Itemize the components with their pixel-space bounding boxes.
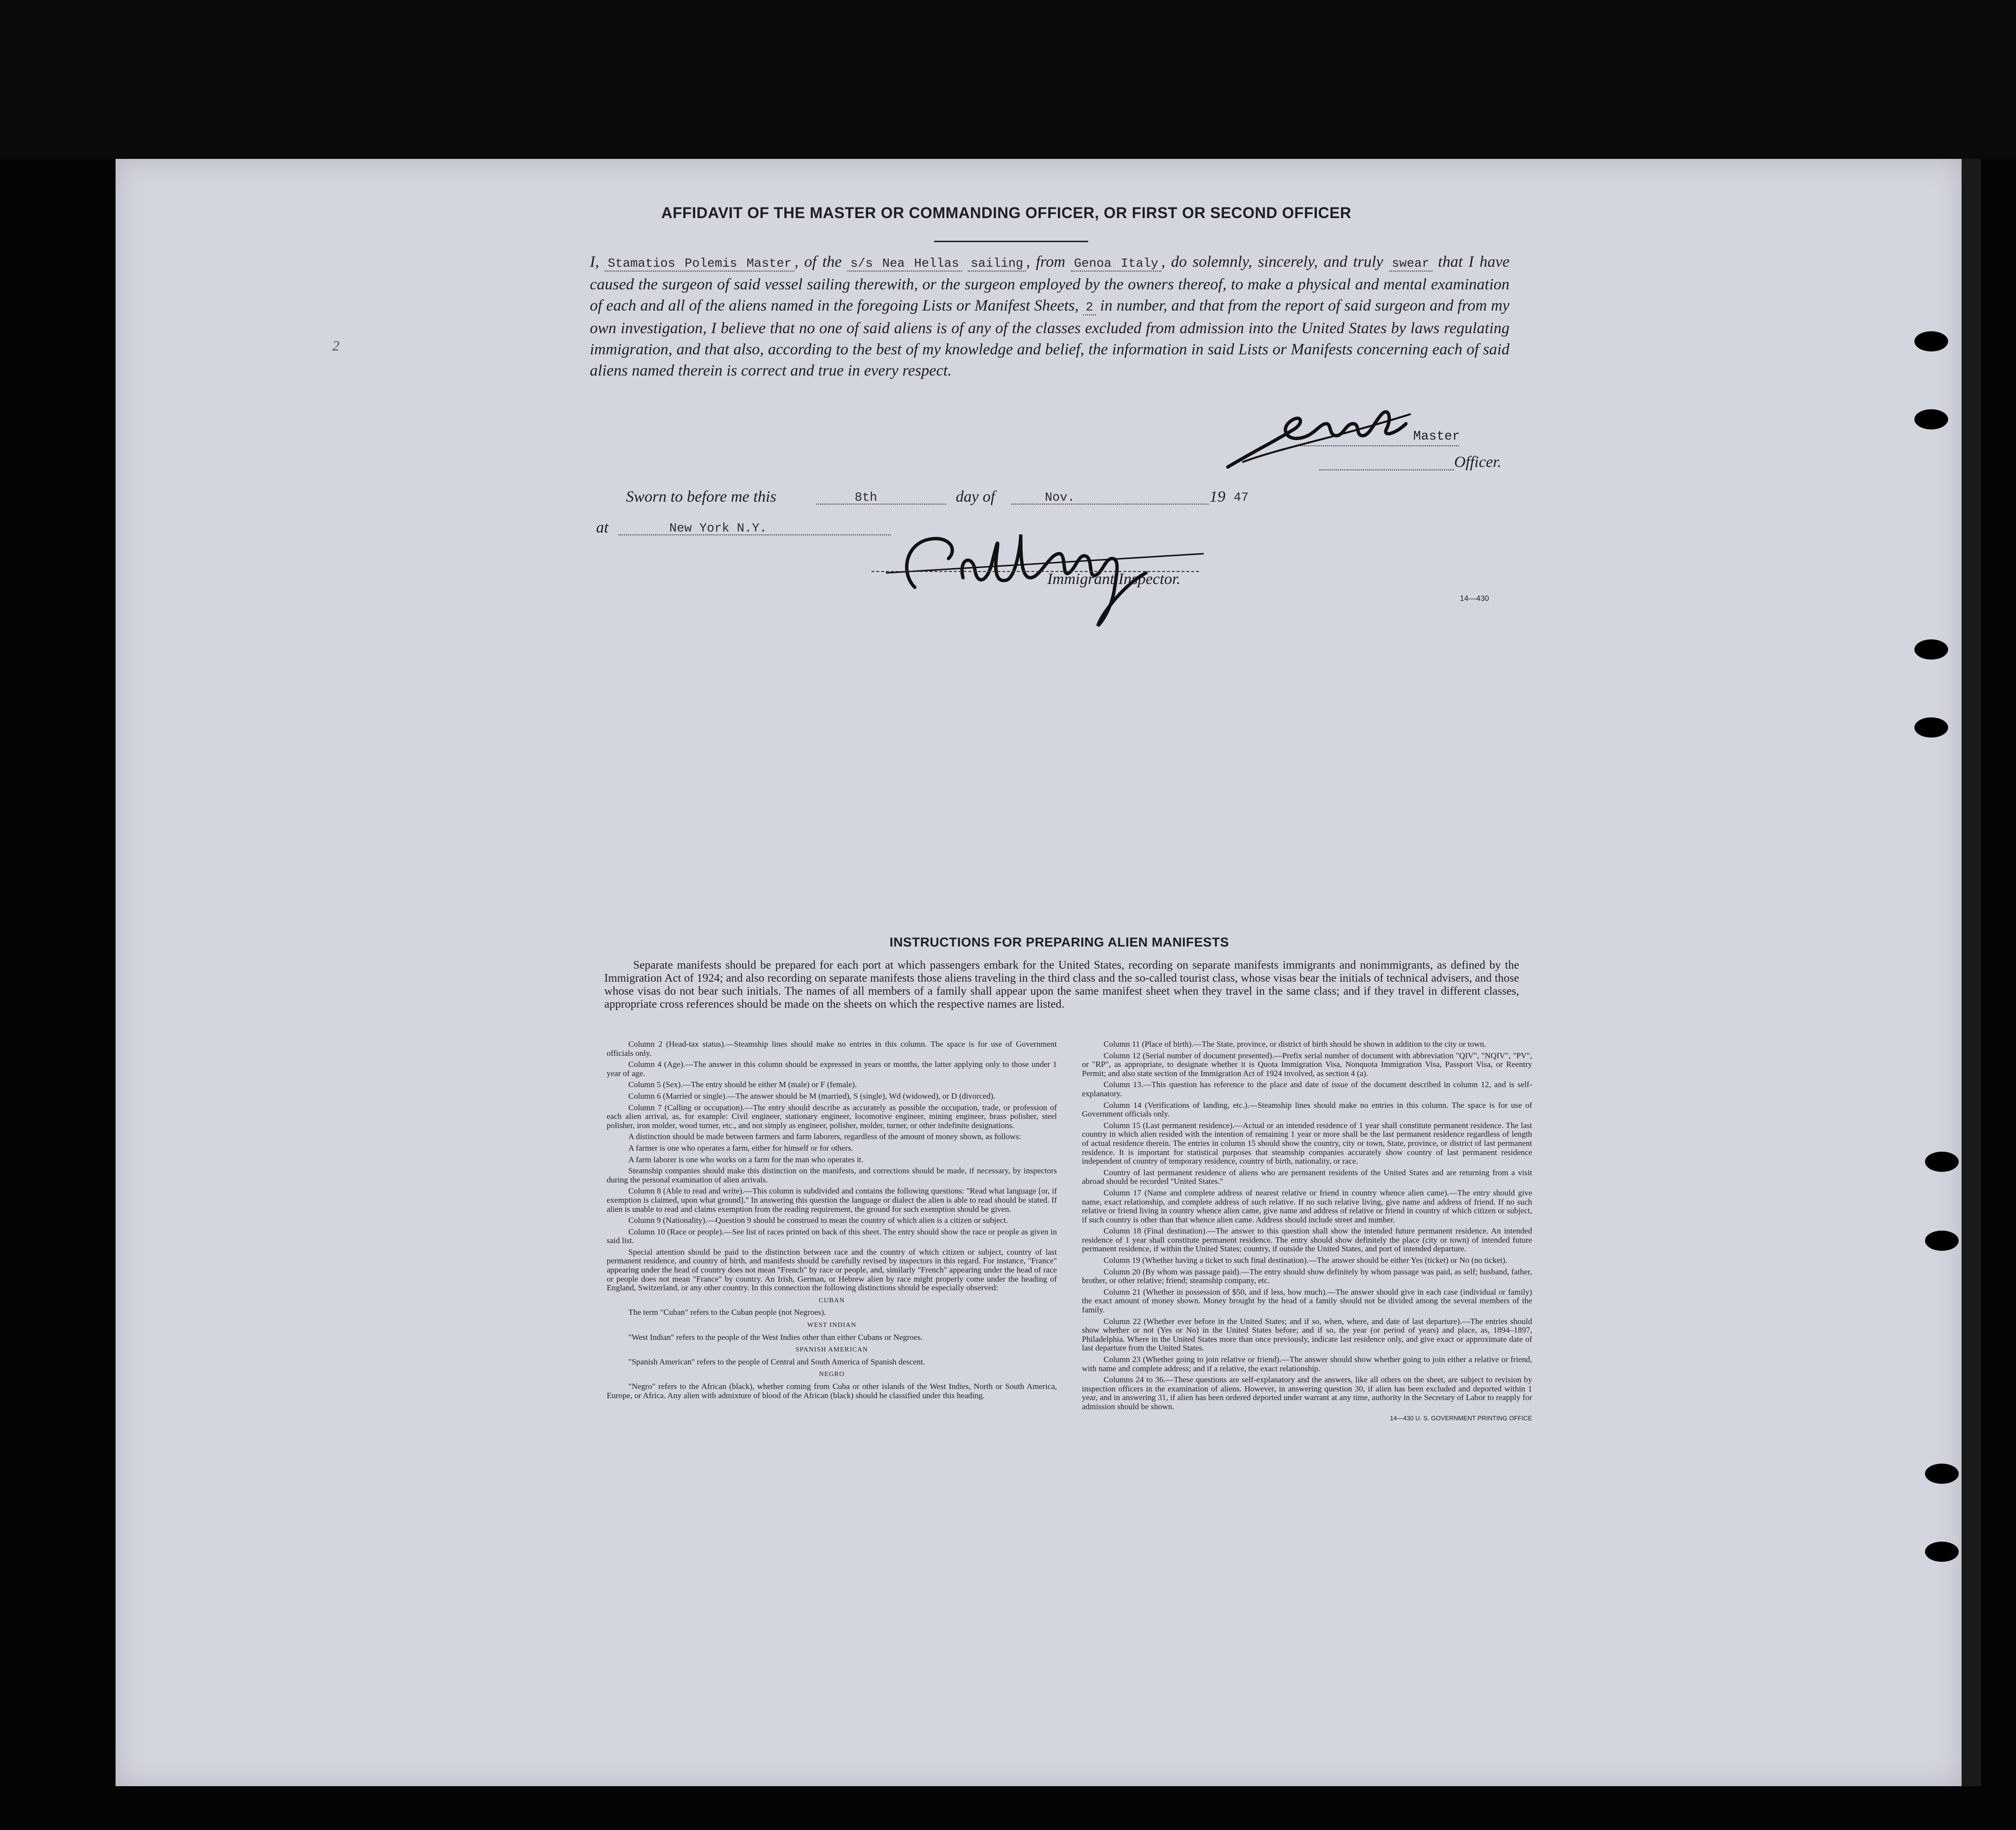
section-heading-west-indian: WEST INDIAN bbox=[807, 1322, 857, 1329]
section-heading-negro: NEGRO bbox=[819, 1371, 845, 1378]
master-signature bbox=[1223, 395, 1425, 477]
instruction-paragraph: A farm laborer is one who works on a farm for the man who operates it. bbox=[628, 1155, 864, 1164]
title-rule bbox=[934, 241, 1088, 242]
instruction-paragraph: Column 17 (Name and complete address of nearest relative or friend in country whence alien came).—The entry should give name, exact relationship, and complete address of such relative. If no such relative living, give name and address of friend. If no such relative or friend living in country whence alien came, give name and address of relative or friend in country of which citizen or subject, if such country is other than that whence alien came. Address should include street and number. bbox=[1082, 1188, 1532, 1224]
sheet-count-field: 2 bbox=[1083, 300, 1096, 315]
instruction-paragraph: Column 7 (Calling or occupation).—The entry should describe as accurately as possible the occupation, trade, or profession of each alien arrival, as, for example: Civil engineer, stationary engineer, locomotive engineer, mining engineer, brass polisher, steel polisher, iron molder, wood turner, etc., and not simply as engineer, polisher, molder, turner, or other indefinite designations. bbox=[607, 1103, 1057, 1130]
instruction-paragraph: "Spanish American" refers to the people of Central and South America of Spanish descent. bbox=[628, 1357, 925, 1366]
affidavit-text: in number, and that from the report of said surgeon and from my own investigation, I believe that no one of said aliens is of any of the classes excluded from admission into the United States by laws regulating immigration, and that also, according to the best of my knowledge and belief, the information in said Lists or Manifests concerning each of said aliens named therein is correct and true in every respect. bbox=[590, 297, 1509, 379]
sworn-label: Sworn to before me this bbox=[626, 488, 777, 506]
section-heading-spanish-american: SPANISH AMERICAN bbox=[795, 1346, 868, 1354]
instructions-left-column bbox=[607, 1040, 1057, 1402]
instruction-paragraph: Column 14 (Verifications of landing, etc.).—Steamship lines should make no entries in this column. The space is for use of Government officials only. bbox=[1082, 1100, 1532, 1119]
instruction-paragraph: Column 18 (Final destination).—The answer to this question shall show the intended future permanent residence. An intended residence of 1 year shall constitute permanent residence. The entry should show definitely the place (city or town) of intended future permanent residence, if within the United States; country, if outside the United States, and port of intended departure. bbox=[1082, 1226, 1532, 1254]
instruction-paragraph: Column 15 (Last permanent residence).—Actual or an intended residence of 1 year shall constitute permanent residence. The last country in which alien resided with the intention of remaining 1 year or more shall be the last permanent residence regardless of length of actual residence therein. The entries in column 15 should show the country, city or town, State, province, or district of last permanent residence. It is important for statistical purposes that steamship companies accurately show country of last permanent residence independent of country of temporary residence, country of birth, nationality, or race. bbox=[1082, 1120, 1532, 1166]
instruction-paragraph: A farmer is one who operates a farm, either for himself or for others. bbox=[628, 1143, 853, 1153]
instruction-paragraph: A distinction should be made between farmers and farm laborers, regardless of the amount of money shown, as follows: bbox=[628, 1132, 1021, 1142]
affidavit-text: , of the bbox=[794, 253, 842, 271]
instructions-title: INSTRUCTIONS FOR PREPARING ALIEN MANIFESTS bbox=[889, 935, 1229, 949]
year-prefix: 19 bbox=[1210, 488, 1225, 506]
officer-label: Officer. bbox=[1454, 454, 1502, 471]
vessel-field: s/s Nea Hellas bbox=[847, 256, 962, 272]
affidavit-text: I, bbox=[590, 253, 599, 271]
instruction-paragraph: Column 4 (Age).—The answer in this column should be expressed in years or months, the latter applying only to those under 1 year of age. bbox=[607, 1060, 1057, 1078]
master-label: Master bbox=[1413, 429, 1460, 444]
instruction-paragraph: Column 12 (Serial number of document presented).—Prefix serial number of document with abbreviation "QIV", "NQIV", "PV", or "RP", as appropriate, to designate whether it is Quota Immigration Visa, Nonquota Immigration Visa, Passport Visa, or Reentry Permit; and also state section of the Immigration Act of 1924 involved, as section 4 (a). bbox=[1082, 1051, 1532, 1078]
section-heading-cuban: CUBAN bbox=[819, 1297, 845, 1304]
month-line bbox=[1011, 504, 1209, 505]
instruction-paragraph: Column 8 (Able to read and write).—This column is subdivided and contains the following questions: "Read what language [or, if exemption is claimed, upon what ground]." In answering this question the language or dialect the alien is able to read should be stated. If alien is unable to read and claims exemption from the reading requirement, the ground for such exemption should be given. bbox=[607, 1186, 1057, 1214]
at-label: at bbox=[596, 519, 609, 536]
punch-hole bbox=[1914, 717, 1948, 738]
year-field: 47 bbox=[1234, 490, 1249, 505]
instruction-paragraph: Column 6 (Married or single).—The answer should be M (married), S (single), Wd (widowed), or D (divorced). bbox=[628, 1091, 996, 1101]
scan-border-top bbox=[0, 0, 2016, 159]
oath-field: swear bbox=[1389, 256, 1432, 272]
instructions-intro: Separate manifests should be prepared for each port at which passengers embark for the United States, recording on separate manifests immigrants and nonimmigrants, as defined by the Immigration Act of 1924; and also recording on separate manifests those aliens traveling in the third class and the so-called tourist class, whose visas bear the initials of technical advisers, and those whose visas do not bear such initials. The names of all members of a family shall appear upon the same manifest sheet when they travel in the same class; and if they travel in different classes, appropriate cross references should be made on the sheets on which the respective names are listed. bbox=[604, 959, 1519, 1011]
instruction-paragraph: Columns 24 to 36.—These questions are self-explanatory and the answers, like all others on the sheet, are subject to revision by inspection officers in the examination of aliens. However, in answering question 30, if alien has been excluded and deported within 1 year, and in answering 31, if alien has been ordered deported under warrant at any time, authority in the Secretary of Labor to reapply for admission should be shown. bbox=[1082, 1375, 1532, 1411]
instruction-paragraph: "Negro" refers to the African (black), whether coming from Cuba or other islands of the West Indies, North or South America, Europe, or Africa. Any alien with admixture of blood of the African (black) should be classified under this heading. bbox=[607, 1382, 1057, 1400]
affidavit-body bbox=[590, 251, 1509, 381]
instruction-paragraph: Column 11 (Place of birth).—The State, province, or district of birth should be shown in addition to the city or town. bbox=[1104, 1039, 1486, 1049]
instruction-paragraph: Column 13.—This question has reference to the place and date of issue of the document described in column 12, and is self-explanatory. bbox=[1082, 1080, 1532, 1098]
instruction-paragraph: Column 20 (By whom was passage paid).—The entry should show definitely by whom passage was paid, as self; husband, father, brother, or other relative; friend; steamship company, etc. bbox=[1082, 1267, 1532, 1285]
affidavit-text: , do solemnly, sincerely, and truly bbox=[1161, 253, 1383, 271]
punch-hole bbox=[1925, 1464, 1959, 1484]
instructions-right-column bbox=[1082, 1040, 1532, 1425]
month-field: Nov. bbox=[1045, 490, 1075, 505]
officer-name-field: Stamatios Polemis Master bbox=[605, 256, 794, 272]
day-field: 8th bbox=[855, 490, 877, 505]
instruction-paragraph: "West Indian" refers to the people of the West Indies other than either Cubans or Negroes. bbox=[628, 1332, 923, 1342]
affidavit-text: , from bbox=[1026, 253, 1066, 271]
printing-office-footer: 14—430 U. S. GOVERNMENT PRINTING OFFICE bbox=[1390, 1414, 1532, 1422]
instruction-paragraph: Column 19 (Whether having a ticket to such final destination).—The answer should be either Yes (ticket) or No (no ticket). bbox=[1104, 1256, 1508, 1265]
punch-hole bbox=[1914, 409, 1948, 429]
place-field: New York N.Y. bbox=[669, 521, 767, 535]
instruction-paragraph: Column 21 (Whether in possession of $50, and if less, how much).—The answer should give in each case (individual or family) the exact amount of money shown. Money brought by the head of a family should not be divided among the several members of the family. bbox=[1082, 1287, 1532, 1315]
affidavit-title: AFFIDAVIT OF THE MASTER OR COMMANDING OFFICER, OR FIRST OR SECOND OFFICER bbox=[661, 204, 1352, 221]
instruction-paragraph: Column 9 (Nationality).—Question 9 should be construed to mean the country of which alien is a citizen or subject. bbox=[628, 1216, 1008, 1225]
instruction-paragraph: Column 10 (Race or people).—See list of races printed on back of this sheet. The entry should show the race or people as given in said list. bbox=[607, 1227, 1057, 1246]
instruction-paragraph: Column 5 (Sex).—The entry should be either M (male) or F (female). bbox=[628, 1080, 857, 1090]
officer-signature-line bbox=[1319, 469, 1454, 470]
instruction-paragraph: Column 23 (Whether going to join relative or friend).—The answer should show whether going to join either a relative or friend, with name and complete address; and if a relative, the exact relationship. bbox=[1082, 1355, 1532, 1373]
inspector-label: Immigrant Inspector. bbox=[1047, 571, 1181, 588]
instruction-paragraph: Country of last permanent residence of aliens who are permanent residents of the United States and are returning from a visit abroad should be recorded "United States." bbox=[1082, 1168, 1532, 1186]
instruction-paragraph: Special attention should be paid to the distinction between race and the country of which citizen or subject, country of last permanent residence, and country of birth, and manifests should be carefully revised by inspectors in this regard. For instance, "France" appearing under the head of country does not mean "French" by race or people, and, similarly "French" appearing under the head of race or people does not mean "France" by country. An Irish, German, or Hebrew alien by race might properly come under the heading of England, Switzerland, or any other country. In this connection the following distinctions should be especially observed: bbox=[607, 1247, 1057, 1293]
affidavit-text: that I have caused the surgeon of said vessel sailing therewith, or the surgeon employed by the owners thereof, to make a physical and mental examination of each and all of the aliens named in the foregoing Lists or Manifest Sheets, bbox=[590, 253, 1510, 314]
punch-hole bbox=[1925, 1152, 1959, 1172]
master-signature-line bbox=[1300, 445, 1459, 446]
day-line bbox=[816, 504, 946, 505]
sailing-field: sailing bbox=[968, 256, 1026, 272]
instruction-paragraph: The term "Cuban" refers to the Cuban people (not Negroes). bbox=[628, 1308, 826, 1317]
instruction-paragraph: Steamship companies should make this distinction on the manifests, and corrections should be made, if necessary, by inspectors during the personal examination of alien arrivals. bbox=[607, 1166, 1057, 1184]
instruction-paragraph: Column 22 (Whether ever before in the United States; and if so, when, where, and date of last departure).—The entries should show whether or not (Yes or No) in the United States before; and if so, the year (or period of years) and place, as, 1894–1897, Philadelphia. Where in the United States more than once previously, indicate last residence only, and give exact or approximate date of last departure from the United States. bbox=[1082, 1316, 1532, 1353]
punch-hole bbox=[1925, 1542, 1959, 1562]
punch-hole bbox=[1914, 331, 1948, 351]
punch-hole bbox=[1925, 1231, 1959, 1251]
day-of-label: day of bbox=[956, 488, 995, 506]
instruction-paragraph: Column 2 (Head-tax status).—Steamship lines should make no entries in this column. The space is for use of Government officials only. bbox=[607, 1039, 1057, 1058]
margin-mark: 2 bbox=[332, 338, 339, 354]
form-number: 14—430 bbox=[1460, 595, 1489, 603]
sheet-edge bbox=[1962, 159, 1981, 1786]
punch-hole bbox=[1914, 639, 1948, 660]
port-field: Genoa Italy bbox=[1071, 256, 1161, 272]
